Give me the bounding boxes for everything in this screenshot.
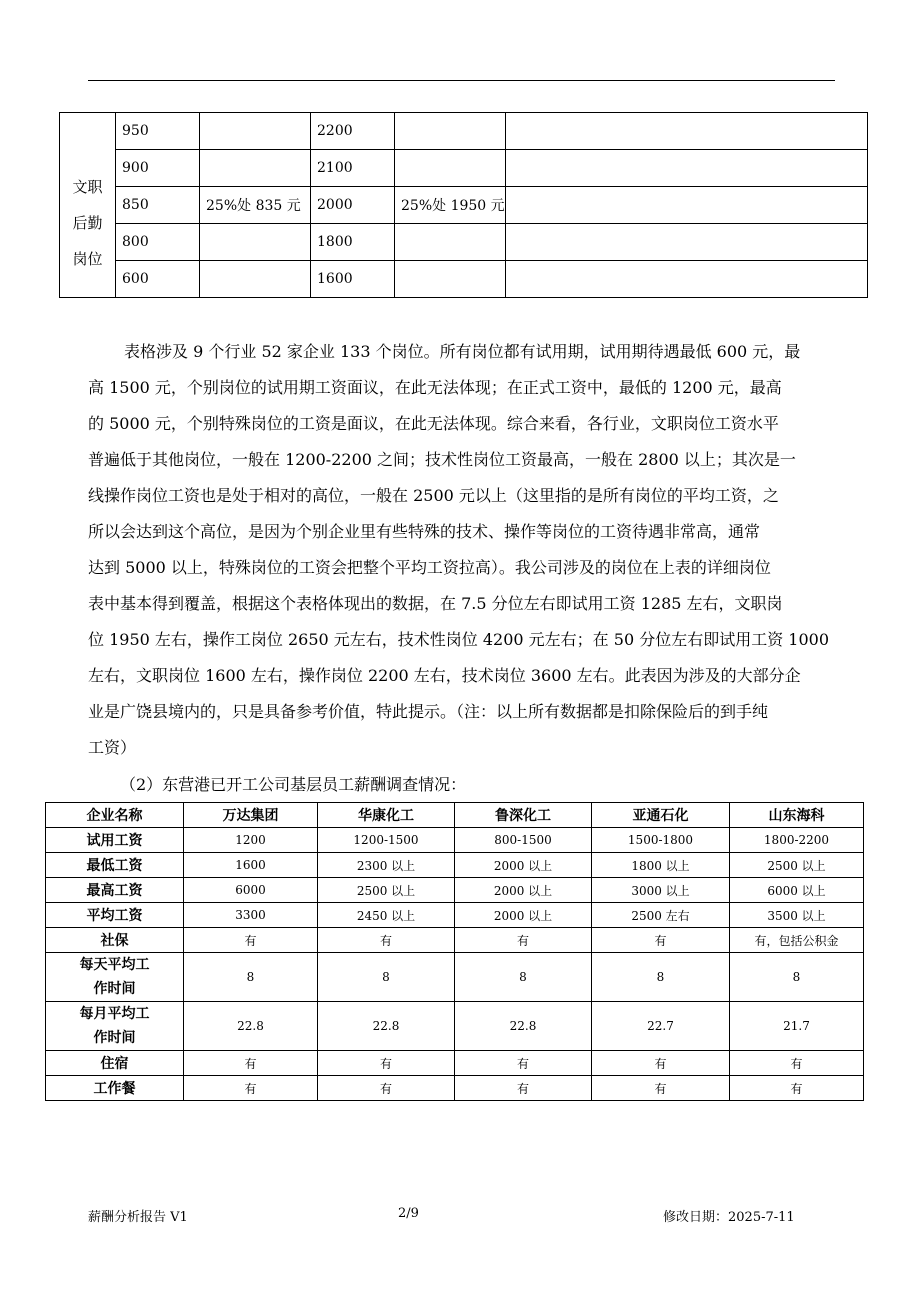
table-cell: 850: [116, 187, 200, 224]
row-header: [46, 953, 184, 1002]
row-header: 平均工资: [46, 903, 184, 928]
table-cell: 3000 以上: [592, 878, 730, 903]
table-row: [60, 224, 868, 261]
table-cell: 3500 以上: [730, 903, 864, 928]
table-cell: 22.8: [184, 1002, 318, 1051]
table-cell: 2300 以上: [318, 853, 455, 878]
salary-survey-table: [45, 802, 864, 1101]
table-cell: 22.8: [455, 1002, 592, 1051]
table-cell: 800-1500: [455, 828, 592, 853]
table-cell: 有: [455, 1076, 592, 1101]
table-cell: 有: [455, 928, 592, 953]
table-cell: 1800-2200: [730, 828, 864, 853]
paragraph-line: 工资）: [88, 738, 137, 757]
paragraph-line: 的 5000 元，个别特殊岗位的工资是面议，在此无法体现。综合来看，各行业，文职岗位工资水平: [88, 414, 779, 433]
table-cell: 有: [318, 1051, 455, 1076]
row-header-line: 每月平均工: [79, 1006, 150, 1022]
row-header: 工作餐: [46, 1076, 184, 1101]
footer-modified-date: 修改日期：2025-7-11: [663, 1210, 795, 1225]
table-cell: 900: [116, 150, 200, 187]
table-cell: 950: [116, 113, 200, 150]
row-header: 最低工资: [46, 853, 184, 878]
table-cell: 2100: [311, 150, 395, 187]
table-cell: 8: [730, 953, 864, 1002]
category-cell: [60, 113, 116, 298]
paragraph-line: 左右，文职岗位 1600 左右，操作岗位 2200 左右，技术岗位 3600 左右。此表因为涉及的大部分企: [88, 666, 801, 685]
table-cell: 有: [592, 928, 730, 953]
table-cell: [395, 150, 506, 187]
row-header: 住宿: [46, 1051, 184, 1076]
section-caption: （2）东营港已开工公司基层员工薪酬调查情况：: [120, 775, 467, 794]
table-row: [46, 853, 864, 878]
table-row: [46, 1051, 864, 1076]
table-cell: [506, 150, 868, 187]
table-row: [46, 903, 864, 928]
paragraph-line: 位 1950 左右，操作工岗位 2650 元左右，技术性岗位 4200 元左右；在 50 分位左右即试用工资 1000: [88, 630, 830, 649]
table-cell: 有: [730, 1076, 864, 1101]
table-cell: [506, 187, 868, 224]
row-header-line: 作时间: [93, 1030, 136, 1046]
table-cell: 8: [318, 953, 455, 1002]
table-cell: 有: [455, 1051, 592, 1076]
table-cell: 有: [184, 1076, 318, 1101]
row-header: [46, 1002, 184, 1051]
table-cell: 22.7: [592, 1002, 730, 1051]
analysis-paragraph: [88, 334, 878, 766]
table-cell: 6000: [184, 878, 318, 903]
table-cell: 2000 以上: [455, 853, 592, 878]
header-rule: [88, 80, 835, 81]
salary-table-clerical: [59, 112, 868, 298]
row-header-line: 作时间: [93, 981, 136, 997]
table-cell: [506, 113, 868, 150]
table-cell: 22.8: [318, 1002, 455, 1051]
table-cell: 有: [184, 928, 318, 953]
table-cell: 2500 左右: [592, 903, 730, 928]
column-header: 万达集团: [184, 803, 318, 828]
table-cell: 8: [455, 953, 592, 1002]
table-row: [46, 1002, 864, 1051]
table-cell: 有: [592, 1076, 730, 1101]
column-header: 山东海科: [730, 803, 864, 828]
table-cell: [200, 150, 311, 187]
table-cell: 有: [318, 928, 455, 953]
column-header: 鲁深化工: [455, 803, 592, 828]
column-header: 亚通石化: [592, 803, 730, 828]
table-cell: [395, 113, 506, 150]
paragraph-line: 达到 5000 以上，特殊岗位的工资会把整个平均工资拉高）。我公司涉及的岗位在上表的详细岗位: [88, 558, 771, 577]
row-header: 最高工资: [46, 878, 184, 903]
table-cell: 6000 以上: [730, 878, 864, 903]
table-row: [46, 953, 864, 1002]
table-cell: [506, 224, 868, 261]
table-cell: 1800 以上: [592, 853, 730, 878]
table-cell: 2000 以上: [455, 878, 592, 903]
table-cell: [395, 224, 506, 261]
table-cell: 1200: [184, 828, 318, 853]
paragraph-line: 普遍低于其他岗位，一般在 1200-2200 之间；技术性岗位工资最高，一般在 2800 以上；其次是一: [88, 450, 796, 469]
table-cell: 2450 以上: [318, 903, 455, 928]
category-line: 岗位: [72, 250, 103, 268]
table-cell: 800: [116, 224, 200, 261]
paragraph-line: 线操作岗位工资也是处于相对的高位，一般在 2500 元以上（这里指的是所有岗位的平均工资，之: [88, 486, 779, 505]
table-row: [46, 878, 864, 903]
column-header: 华康化工: [318, 803, 455, 828]
table-cell: [200, 113, 311, 150]
category-line: 文职: [72, 178, 103, 196]
table-cell: [200, 224, 311, 261]
table-cell: 25%处 1950 元: [395, 187, 506, 224]
table-cell: 有: [184, 1051, 318, 1076]
paragraph-line: 表格涉及 9 个行业 52 家企业 133 个岗位。所有岗位都有试用期，试用期待遇最低 600 元，最: [124, 342, 801, 361]
table-cell: [506, 261, 868, 298]
footer-page-number: 2/9: [398, 1206, 419, 1221]
table-row: [60, 187, 868, 224]
table-row: [60, 113, 868, 150]
table-cell: 1800: [311, 224, 395, 261]
table-cell: 2000 以上: [455, 903, 592, 928]
table-cell: 2500 以上: [730, 853, 864, 878]
table-row: [46, 1076, 864, 1101]
table-cell: 8: [184, 953, 318, 1002]
table-cell: 2500 以上: [318, 878, 455, 903]
row-header: 社保: [46, 928, 184, 953]
table-cell: 21.7: [730, 1002, 864, 1051]
table-cell: 2200: [311, 113, 395, 150]
paragraph-line: 所以会达到这个高位，是因为个别企业里有些特殊的技术、操作等岗位的工资待遇非常高，通常: [88, 522, 761, 541]
column-header: 企业名称: [46, 803, 184, 828]
footer-document-title: 薪酬分析报告 V1: [88, 1210, 188, 1225]
category-line: 后勤: [72, 214, 103, 232]
table-row: [60, 261, 868, 298]
table-row: [46, 928, 864, 953]
paragraph-line: 业是广饶县境内的，只是具备参考价值，特此提示。（注：以上所有数据都是扣除保险后的到手纯: [88, 702, 769, 721]
table-cell: 600: [116, 261, 200, 298]
table-cell: 25%处 835 元: [200, 187, 311, 224]
table-cell: 1200-1500: [318, 828, 455, 853]
table-cell: 有，包括公积金: [730, 928, 864, 953]
table-cell: 1600: [311, 261, 395, 298]
table-cell: 有: [592, 1051, 730, 1076]
table-cell: 有: [730, 1051, 864, 1076]
table-cell: 8: [592, 953, 730, 1002]
paragraph-line: 表中基本得到覆盖，根据这个表格体现出的数据，在 7.5 分位左右即试用工资 1285 左右，文职岗: [88, 594, 783, 613]
table-cell: 1600: [184, 853, 318, 878]
row-header: 试用工资: [46, 828, 184, 853]
table-cell: [200, 261, 311, 298]
table-cell: 1500-1800: [592, 828, 730, 853]
table-cell: 有: [318, 1076, 455, 1101]
table-cell: 3300: [184, 903, 318, 928]
row-header-line: 每天平均工: [79, 957, 150, 973]
table-header-row: [46, 803, 864, 828]
table-cell: 2000: [311, 187, 395, 224]
table-cell: [395, 261, 506, 298]
table-row: [46, 828, 864, 853]
table-row: [60, 150, 868, 187]
paragraph-line: 高 1500 元，个别岗位的试用期工资面议，在此无法体现；在正式工资中，最低的 1200 元，最高: [88, 378, 782, 397]
